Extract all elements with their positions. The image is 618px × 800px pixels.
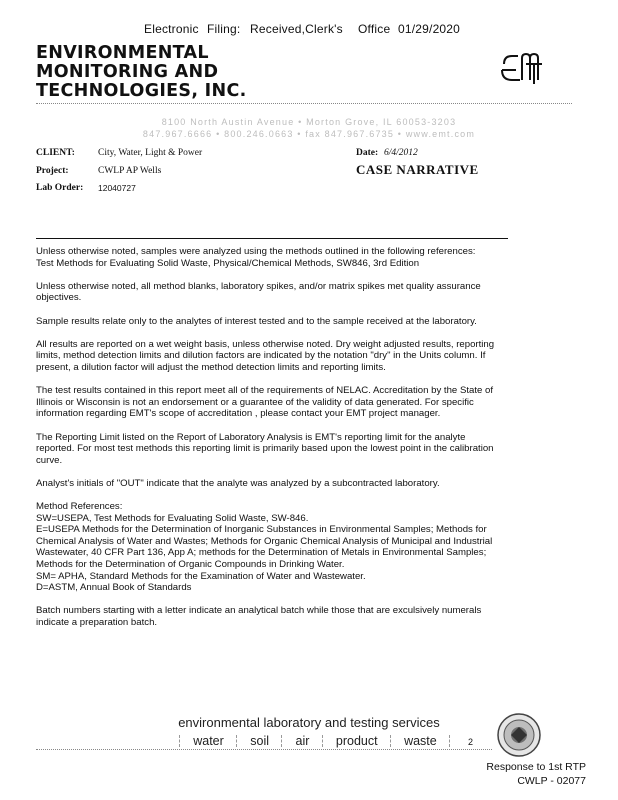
divider [236, 735, 238, 747]
client-label: CLIENT: [36, 148, 75, 158]
paragraph-6: The Reporting Limit listed on the Report of Laboratory Analysis is EMT's reporting limit for the analyte reported. For most test methods this reporting limit is primarily based upon the lowest point in the calibration curve. [36, 431, 494, 466]
client-value: City, Water, Light & Power [98, 148, 203, 158]
method-reference-sw: SW=USEPA, Test Methods for Evaluating Solid Waste, SW-846. [36, 512, 309, 524]
emt-logo-icon [498, 50, 546, 86]
accreditation-seal-icon [496, 712, 542, 758]
paragraph-references [36, 246, 506, 269]
header-dotted-rule [36, 103, 572, 106]
narrative-body [36, 246, 506, 640]
method-reference-e: E=USEPA Methods for the Determination of Inorganic Substances in Environmental Samples; Methods for Chemical Analysis of Water and Wastes; Methods for Organic Chemical Analysis of Municipal and Industrial Wastewater, 40 CFR Part 136, App A; methods for the Determination of Metals in Environmental Samples; Methods for the Determination of Organic Compounds in Drinking Water. [36, 524, 493, 571]
divider [281, 735, 283, 747]
paragraph-5: The test results contained in this report meet all of the requirements of NELAC. Accreditation by the State of Illinois or Wisconsin is not an endorsement or a guarantee of the validity of data generated. For specific information regarding EMT's scope of accreditation , please contact your EMT project manager. [36, 385, 494, 420]
document-type: CASE NARRATIVE [356, 162, 479, 177]
company-line-1: ENVIRONMENTAL [36, 43, 209, 63]
paragraph-2: Unless otherwise noted, all method blanks, laboratory spikes, and/or matrix spikes met quality assurance objectives. [36, 280, 481, 304]
project-value: CWLP AP Wells [98, 166, 162, 176]
method-references-title: Method References: [36, 501, 123, 513]
footer-tagline: environmental laboratory and testing services [178, 715, 440, 730]
project-label: Project: [36, 166, 69, 176]
service-water: water [193, 734, 224, 748]
footer-dotted-rule [36, 749, 492, 752]
method-reference-d: D=ASTM, Annual Book of Standards [36, 582, 192, 594]
paragraph-7: Analyst's initials of "OUT" indicate that the analyte was analyzed by a subcontracted laboratory. [36, 477, 440, 489]
company-name [36, 44, 247, 101]
filing-received: Received,Clerk's [250, 22, 343, 36]
paragraph-1-reference: Test Methods for Evaluating Solid Waste, Physical/Chemical Methods, SW846, 3rd Edition [36, 257, 420, 269]
company-line-3: TECHNOLOGIES, INC. [36, 81, 247, 101]
paragraph-4: All results are reported on a wet weight basis, unless otherwise noted. Dry weight adjusted results, reporting limits, method detection limits and dilution factors are indicated by the notation "dry" in the Units column. If present, a dilution factor will adjust the method detection limits and reporting limits. [36, 338, 495, 373]
date-value: 6/4/2012 [384, 148, 418, 158]
page-number: 2 [468, 737, 474, 747]
document-id: CWLP - 02077 [517, 775, 586, 787]
section-rule [36, 238, 508, 239]
filing-office: Office [358, 22, 391, 36]
method-reference-sm: SM= APHA, Standard Methods for the Examination of Water and Wastewater. [36, 570, 366, 582]
address-line-2: 847.967.6666 • 800.246.0663 • fax 847.967.6735 • www.emt.com [142, 129, 476, 139]
service-waste: waste [404, 734, 437, 748]
date-label: Date: [356, 148, 379, 158]
paragraph-3: Sample results relate only to the analytes of interest tested and to the sample received at the laboratory. [36, 315, 477, 327]
company-line-2: MONITORING AND [36, 62, 219, 82]
paragraph-1: Unless otherwise noted, samples were analyzed using the methods outlined in the following references: [36, 246, 476, 257]
lab-order-value: 12040727 [98, 183, 136, 193]
service-air: air [295, 734, 310, 748]
method-references [36, 501, 506, 594]
filing-filing: Filing: [207, 22, 241, 36]
paragraph-8: Batch numbers starting with a letter indicate an analytical batch while those that are exculsively numerals indicate a preparation batch. [36, 605, 482, 628]
filing-electronic: Electronic [144, 22, 199, 36]
divider [179, 735, 181, 747]
lab-order-label: Lab Order: [36, 183, 84, 193]
service-product: product [335, 734, 378, 748]
address-line-1: 8100 North Austin Avenue • Morton Grove, IL 60053-3203 [161, 117, 457, 127]
divider [449, 735, 451, 747]
filing-date: 01/29/2020 [398, 22, 461, 36]
response-label: Response to 1st RTP [486, 761, 586, 773]
service-soil: soil [250, 734, 270, 748]
footer-services [174, 733, 456, 749]
divider [390, 735, 392, 747]
divider [322, 735, 324, 747]
